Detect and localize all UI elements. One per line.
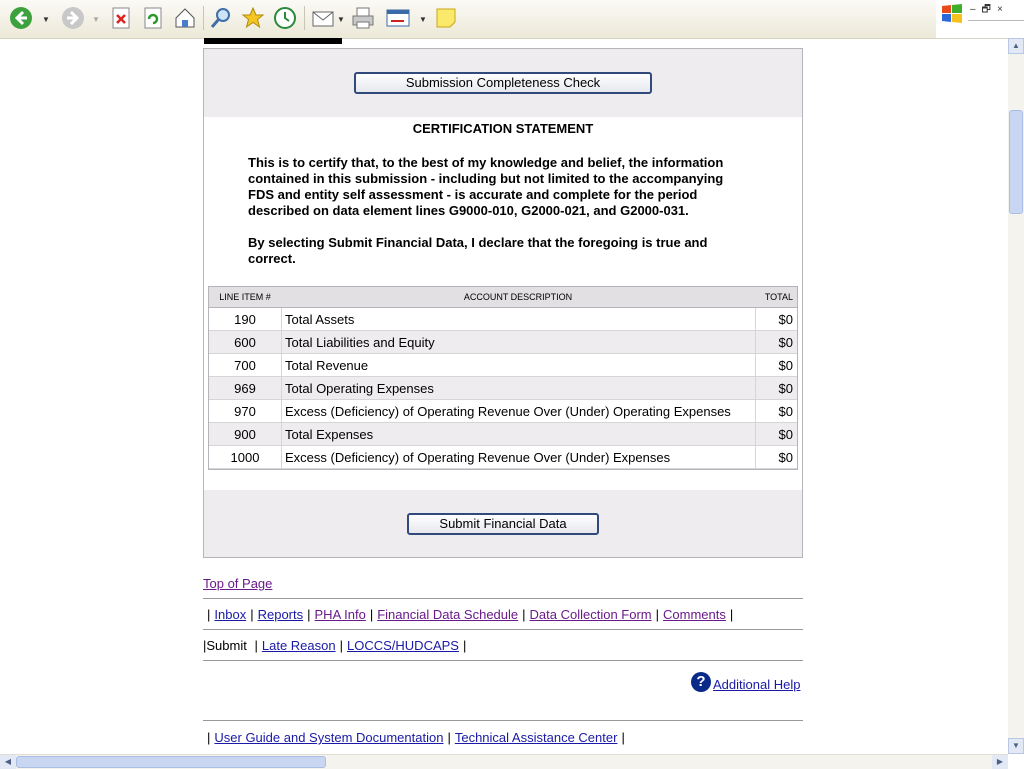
edit-dropdown-icon[interactable]: ▼ (419, 15, 427, 24)
submit-financial-data-button[interactable]: Submit Financial Data (407, 513, 599, 535)
total-cell: $0 (778, 311, 793, 327)
separator: | (250, 607, 254, 622)
forward-icon[interactable] (60, 5, 86, 31)
header-bar-fragment (204, 38, 342, 44)
line-item-cell: 1000 (209, 446, 282, 468)
separator: | (729, 607, 734, 622)
print-icon[interactable] (350, 5, 376, 31)
line-item-cell: 900 (209, 423, 282, 445)
back-icon[interactable] (8, 5, 34, 31)
separator: | (522, 607, 526, 622)
home-icon[interactable] (172, 5, 198, 31)
nav-link-loccs-hudcaps[interactable]: LOCCS/HUDCAPS (347, 638, 459, 653)
account-description-cell: Total Assets (282, 308, 756, 330)
table-row (209, 400, 797, 423)
separator: | (207, 730, 211, 745)
separator: | (621, 730, 625, 745)
divider (203, 629, 803, 630)
account-description-cell: Total Operating Expenses (282, 377, 756, 399)
total-cell: $0 (778, 380, 793, 396)
nav-link-late-reason[interactable]: Late Reason (261, 638, 336, 653)
nav-links-row-1 (203, 607, 803, 622)
separator: | (655, 607, 660, 622)
separator: | (307, 607, 311, 622)
additional-help-link[interactable]: Additional Help (713, 677, 801, 692)
table-row (209, 377, 797, 400)
total-cell: $0 (778, 449, 793, 465)
note-icon[interactable] (433, 5, 459, 31)
separator: | (462, 638, 467, 653)
footer-link-user-guide-and-system-documentation[interactable]: User Guide and System Documentation (214, 730, 444, 745)
window-controls[interactable]: –🗗× (970, 4, 1009, 15)
total-cell: $0 (778, 426, 793, 442)
additional-help[interactable] (691, 672, 800, 692)
horizontal-scroll-thumb[interactable] (16, 756, 326, 768)
mail-icon[interactable] (310, 5, 336, 31)
account-description-cell: Total Expenses (282, 423, 756, 445)
nav-link-pha-info[interactable]: PHA Info (314, 607, 366, 622)
total-cell: $0 (778, 357, 793, 373)
scroll-up-icon[interactable]: ▲ (1008, 38, 1024, 54)
table-row (209, 354, 797, 377)
header-line-item: LINE ITEM # (219, 292, 271, 302)
nav-link-reports[interactable]: Reports (257, 607, 304, 622)
footer-links (203, 730, 803, 745)
table-row (209, 308, 797, 331)
edit-icon[interactable] (386, 5, 412, 31)
divider (203, 660, 803, 661)
back-dropdown-icon[interactable]: ▼ (42, 15, 50, 24)
account-description-cell: Total Liabilities and Equity (282, 331, 756, 353)
certification-title: CERTIFICATION STATEMENT (412, 121, 594, 136)
separator: | (369, 607, 374, 622)
divider (203, 720, 803, 721)
browser-toolbar (0, 0, 1024, 39)
table-row (209, 331, 797, 354)
total-cell: $0 (778, 403, 793, 419)
top-of-page-line (203, 576, 803, 591)
table-header (209, 287, 797, 308)
line-item-cell: 600 (209, 331, 282, 353)
stop-icon[interactable] (108, 5, 134, 31)
nav-link-data-collection-form[interactable]: Data Collection Form (529, 607, 652, 622)
totals-table (208, 286, 798, 470)
history-icon[interactable] (272, 5, 298, 31)
windows-logo-icon (940, 2, 964, 26)
scroll-down-icon[interactable]: ▼ (1008, 738, 1024, 754)
completeness-check-button[interactable]: Submission Completeness Check (354, 72, 652, 94)
vertical-scroll-thumb[interactable] (1009, 110, 1023, 214)
help-icon[interactable]: ? (691, 672, 711, 692)
separator: | (447, 730, 451, 745)
divider (203, 598, 803, 599)
nav-link-comments[interactable]: Comments (663, 607, 726, 622)
line-item-cell: 970 (209, 400, 282, 422)
top-of-page-link[interactable]: Top of Page (203, 576, 273, 591)
nav-links-row-2 (203, 638, 803, 653)
separator: | (254, 638, 258, 653)
vertical-scrollbar[interactable] (1008, 38, 1024, 754)
refresh-icon[interactable] (140, 5, 166, 31)
declaration-text: By selecting Submit Financial Data, I declare that the foregoing is true and correct. (248, 235, 708, 266)
total-cell: $0 (778, 334, 793, 350)
nav-link-financial-data-schedule[interactable]: Financial Data Schedule (377, 607, 519, 622)
line-item-cell: 969 (209, 377, 282, 399)
table-row (209, 446, 797, 469)
favorites-icon[interactable] (240, 5, 266, 31)
scroll-right-icon[interactable]: ▶ (992, 755, 1008, 769)
account-description-cell: Excess (Deficiency) of Operating Revenue Over (Under) Expenses (282, 446, 756, 468)
line-item-cell: 700 (209, 354, 282, 376)
header-total: TOTAL (764, 292, 793, 302)
separator: | (203, 638, 207, 653)
footer-link-technical-assistance-center[interactable]: Technical Assistance Center (454, 730, 618, 745)
certification-text: This is to certify that, to the best of my knowledge and belief, the information contained in this submission - including but not limited to the accompanying FDS and entity self assessment - is accurate and complete for the period described on data element lines G9000-010, G2000-021, and G2000-031. (248, 155, 724, 218)
table-row (209, 423, 797, 446)
certification-panel (203, 48, 803, 558)
scroll-left-icon[interactable]: ◀ (0, 755, 16, 769)
header-account-description: ACCOUNT DESCRIPTION (463, 292, 573, 302)
forward-dropdown-icon[interactable]: ▼ (92, 15, 100, 24)
separator: | (207, 607, 211, 622)
search-icon[interactable] (208, 5, 234, 31)
account-description-cell: Total Revenue (282, 354, 756, 376)
separator: | (339, 638, 343, 653)
submit-current-label: Submit (206, 638, 247, 653)
mail-dropdown-icon[interactable]: ▼ (337, 15, 345, 24)
line-item-cell: 190 (209, 308, 282, 330)
horizontal-scrollbar[interactable] (0, 754, 1008, 769)
account-description-cell: Excess (Deficiency) of Operating Revenue Over (Under) Operating Expenses (282, 400, 756, 422)
nav-link-inbox[interactable]: Inbox (214, 607, 247, 622)
